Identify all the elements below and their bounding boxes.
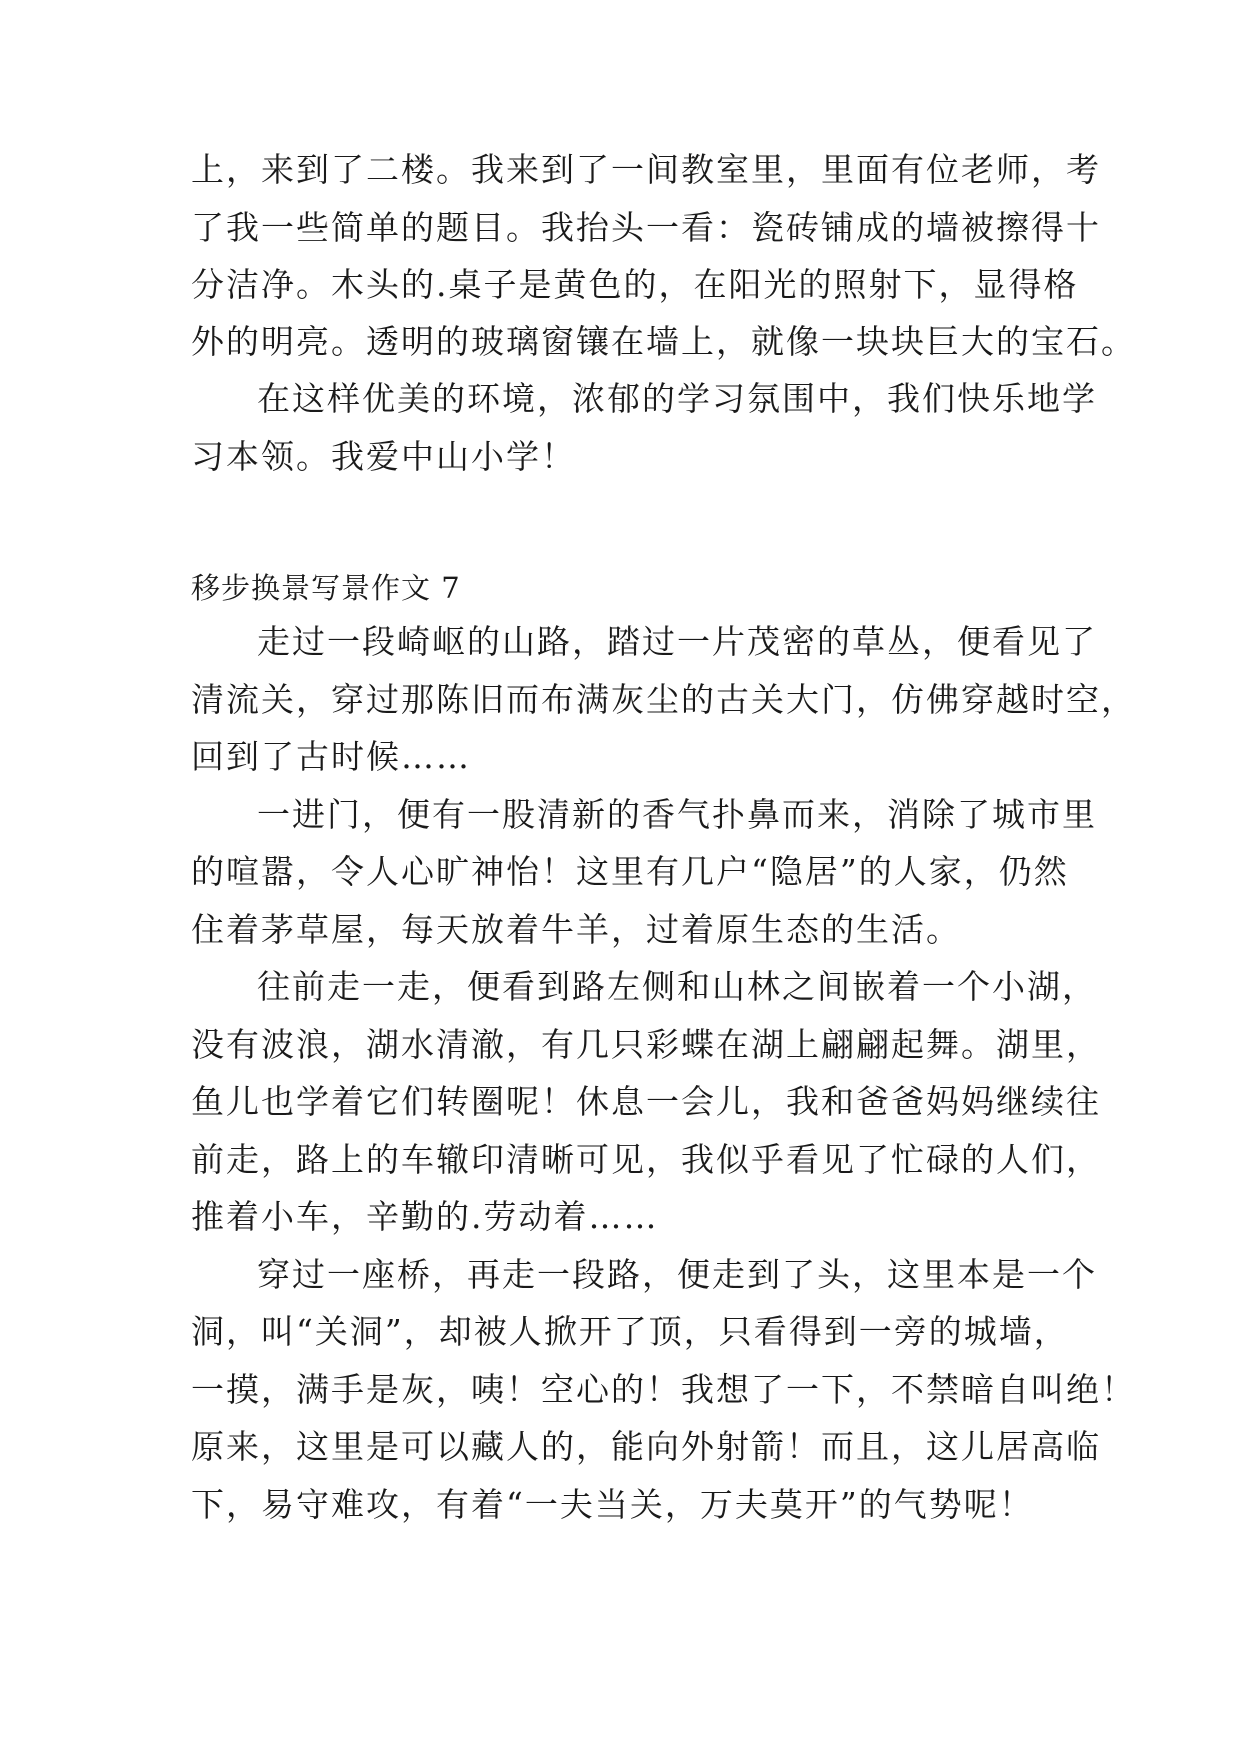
paragraph-line: 没有波浪，湖水清澈，有几只彩蝶在湖上翩翩起舞。湖里， xyxy=(191,1025,1101,1064)
section-title: 移步换景写景作文 7 xyxy=(191,571,461,605)
paragraph-line: 住着茅草屋，每天放着牛羊，过着原生态的生活。 xyxy=(191,910,961,949)
paragraph-line: 的喧嚣，令人心旷神怡！这里有几户“隐居”的人家，仍然 xyxy=(191,852,1069,891)
paragraph-line: 鱼儿也学着它们转圈呢！休息一会儿，我和爸爸妈妈继续往 xyxy=(191,1082,1101,1121)
paragraph-line: 在这样优美的环境，浓郁的学习氛围中，我们快乐地学 xyxy=(257,379,1097,418)
paragraph-line: 推着小车，辛勤的.劳动着…… xyxy=(191,1197,659,1236)
paragraph-line: 了我一些简单的题目。我抬头一看：瓷砖铺成的墙被擦得十 xyxy=(191,208,1101,247)
paragraph-line: 分洁净。木头的.桌子是黄色的，在阳光的照射下，显得格 xyxy=(191,265,1079,304)
paragraph-line: 回到了古时候…… xyxy=(191,737,471,776)
paragraph-line: 一进门，便有一股清新的香气扑鼻而来，消除了城市里 xyxy=(257,795,1097,834)
paragraph-line: 前走，路上的车辙印清晰可见，我似乎看见了忙碌的人们， xyxy=(191,1140,1101,1179)
paragraph-line: 原来，这里是可以藏人的，能向外射箭！而且，这儿居高临 xyxy=(191,1427,1101,1466)
paragraph-line: 一摸，满手是灰，咦！空心的！我想了一下，不禁暗自叫绝！ xyxy=(191,1370,1136,1409)
paragraph-line: 上，来到了二楼。我来到了一间教室里，里面有位老师，考 xyxy=(191,150,1101,189)
paragraph-line: 穿过一座桥，再走一段路，便走到了头，这里本是一个 xyxy=(257,1255,1097,1294)
paragraph-line: 外的明亮。透明的玻璃窗镶在墙上，就像一块块巨大的宝石。 xyxy=(191,322,1136,361)
paragraph-line: 往前走一走，便看到路左侧和山林之间嵌着一个小湖， xyxy=(257,967,1097,1006)
paragraph-line: 清流关，穿过那陈旧而布满灰尘的古关大门，仿佛穿越时空， xyxy=(191,680,1136,719)
paragraph-line: 走过一段崎岖的山路，踏过一片茂密的草丛，便看见了 xyxy=(257,622,1097,661)
paragraph-line: 下，易守难攻，有着“一夫当关，万夫莫开”的气势呢！ xyxy=(191,1485,1034,1524)
paragraph-line: 洞，叫“关洞”，却被人掀开了顶，只看得到一旁的城墙， xyxy=(191,1312,1069,1351)
paragraph-line: 习本领。我爱中山小学！ xyxy=(191,437,576,476)
